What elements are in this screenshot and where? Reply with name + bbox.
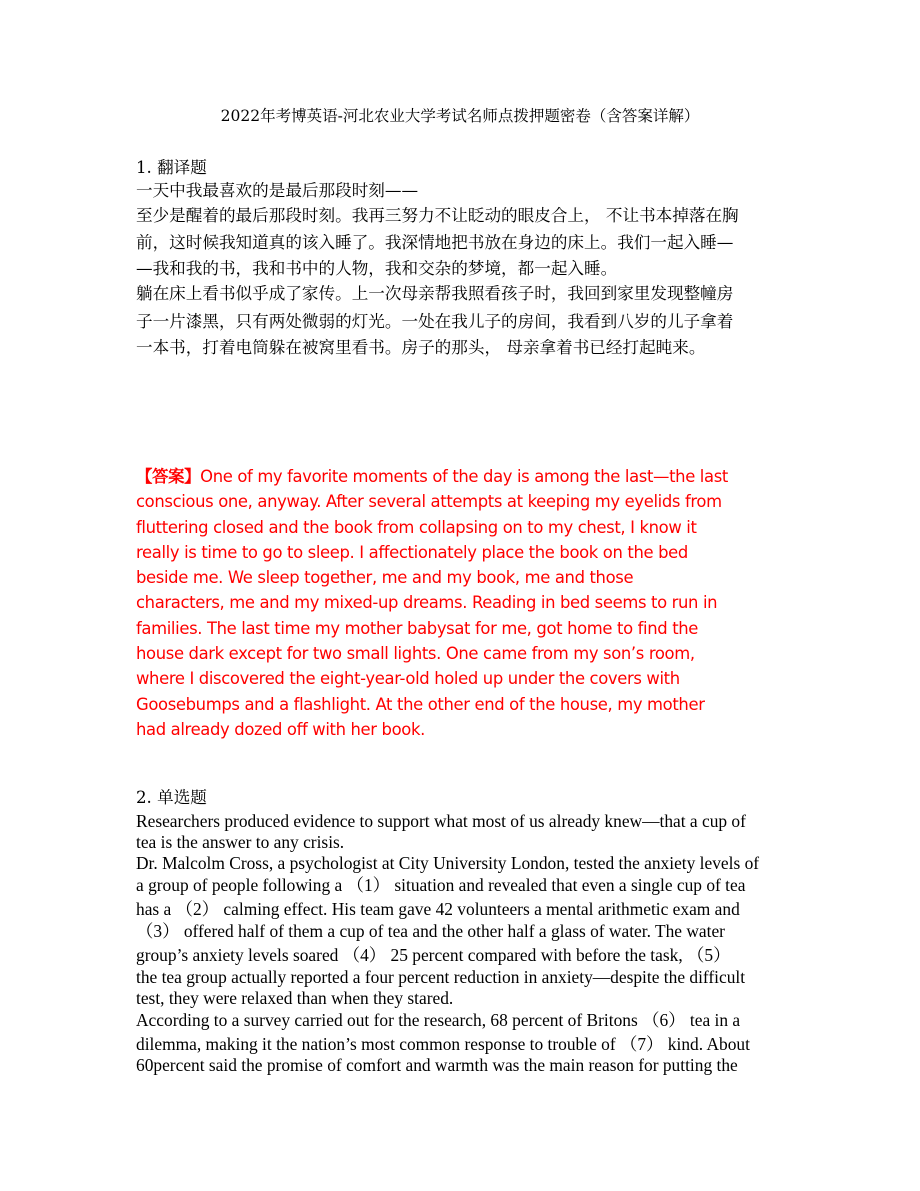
answer-line: families. The last time my mother babysat for me, got home to find the bbox=[136, 618, 699, 638]
question-2-line: Researchers produced evidence to support what most of us already knew—that a cup of bbox=[136, 811, 746, 831]
question-1-line: 一本书，打着电筒躲在被窝里看书。房子的那头， 母亲拿着书已经打起盹来。 bbox=[136, 338, 706, 357]
question-2-heading: 2. 单选题 bbox=[136, 788, 207, 807]
answer-line: Goosebumps and a flashlight. At the other end of the house, my mother bbox=[136, 694, 705, 714]
answer-line: really is time to go to sleep. I affectionately place the book on the bed bbox=[136, 542, 688, 562]
question-2-line: the tea group actually reported a four percent reduction in anxiety—despite the difficult bbox=[136, 967, 746, 987]
question-1-line: 前，这时候我知道真的该入睡了。我深情地把书放在身边的床上。我们一起入睡— bbox=[136, 233, 734, 252]
answer-line bbox=[136, 464, 796, 489]
question-2-line: Dr. Malcolm Cross, a psychologist at City University London, tested the anxiety levels of bbox=[136, 853, 760, 873]
question-2-line: According to a survey carried out for the research, 68 percent of Britons （6） tea in a bbox=[136, 1010, 741, 1030]
question-1-line: 子一片漆黑，只有两处微弱的灯光。一处在我儿子的房间，我看到八岁的儿子拿着 bbox=[136, 312, 734, 331]
question-2-line: a group of people following a （1） situation and revealed that even a single cup of tea bbox=[136, 875, 746, 895]
answer-line: characters, me and my mixed-up dreams. Reading in bed seems to run in bbox=[136, 593, 718, 613]
question-1-line: 至少是醒着的最后那段时刻。我再三努力不让眨动的眼皮合上， 不让书本掉落在胸 bbox=[136, 206, 739, 225]
answer-label: 【答案】 bbox=[136, 467, 201, 486]
answer-line: where I discovered the eight-year-old holed up under the covers with bbox=[136, 669, 680, 689]
question-1-line: 一天中我最喜欢的是最后那段时刻—— bbox=[136, 181, 419, 200]
page-title: 2022年考博英语-河北农业大学考试名师点拨押题密卷（含答案详解） bbox=[220, 107, 700, 125]
question-2-line: has a （2） calming effect. His team gave 42 volunteers a mental arithmetic exam and bbox=[136, 899, 740, 919]
answer-block bbox=[136, 464, 796, 742]
question-2-line: tea is the answer to any crisis. bbox=[136, 832, 345, 852]
answer-line: fluttering closed and the book from collapsing on to my chest, I know it bbox=[136, 517, 697, 537]
question-1-line: —我和我的书，我和书中的人物，我和交杂的梦境，都一起入睡。 bbox=[136, 259, 618, 278]
question-1-heading: 1. 翻译题 bbox=[136, 158, 207, 177]
question-2-line: （3） offered half of them a cup of tea and the other half a glass of water. The water bbox=[136, 921, 725, 941]
answer-text: One of my favorite moments of the day is among the last—the last bbox=[200, 467, 728, 486]
question-2-line: dilemma, making it the nation’s most common response to trouble of （7） kind. About bbox=[136, 1034, 750, 1054]
question-2-line: group’s anxiety levels soared （4） 25 percent compared with before the task, （5） bbox=[136, 945, 731, 965]
question-2-line: test, they were relaxed than when they stared. bbox=[136, 988, 454, 1008]
answer-line: conscious one, anyway. After several attempts at keeping my eyelids from bbox=[136, 492, 722, 512]
question-1-line: 躺在床上看书似乎成了家传。上一次母亲帮我照看孩子时，我回到家里发现整幢房 bbox=[136, 284, 734, 303]
answer-line: beside me. We sleep together, me and my book, me and those bbox=[136, 568, 634, 588]
question-2-line: 60percent said the promise of comfort and warmth was the main reason for putting the bbox=[136, 1055, 738, 1075]
answer-line: had already dozed off with her book. bbox=[136, 719, 425, 739]
answer-line: house dark except for two small lights. One came from my son’s room, bbox=[136, 644, 695, 664]
